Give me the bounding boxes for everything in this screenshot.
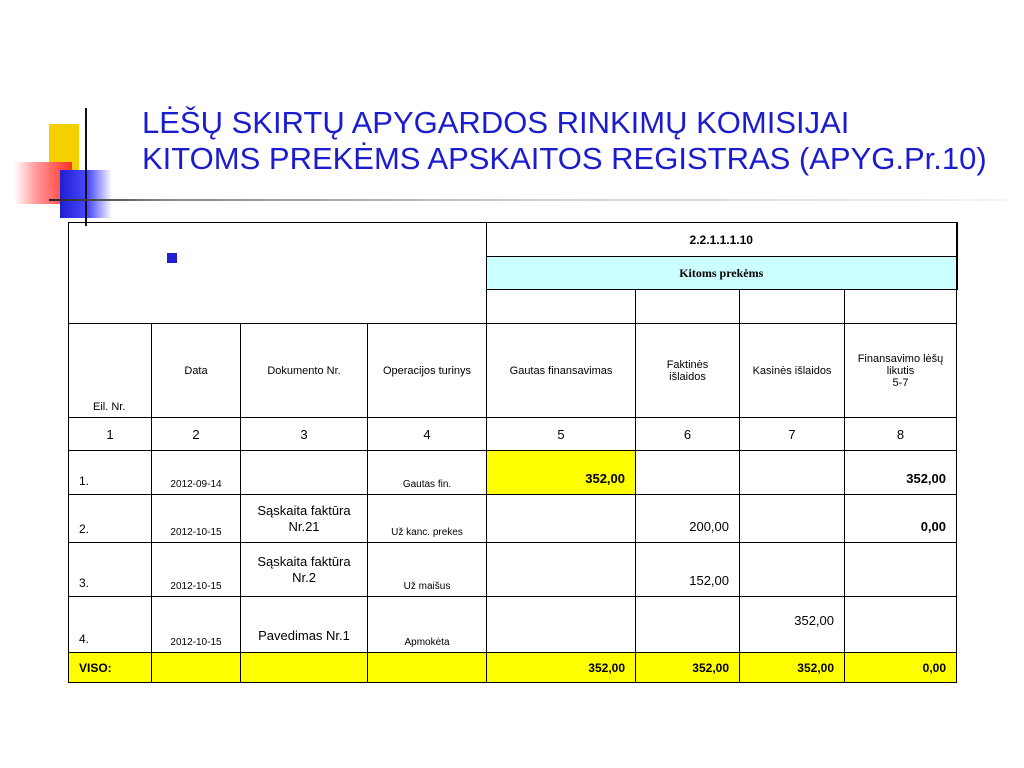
row-gautas bbox=[487, 495, 636, 543]
row-kasines bbox=[740, 451, 845, 495]
title-line-2: KITOMS PREKĖMS APSKAITOS REGISTRAS (APYG.Pr.10) bbox=[142, 141, 987, 176]
row-nr: 4. bbox=[69, 597, 152, 653]
total-label: VISO: bbox=[69, 653, 152, 683]
total-kasines: 352,00 bbox=[740, 653, 845, 683]
row-operation: Apmokėta bbox=[368, 597, 487, 653]
column-number: 6 bbox=[636, 418, 740, 451]
total-faktines: 352,00 bbox=[636, 653, 740, 683]
header-corner-cell bbox=[69, 223, 487, 324]
column-number: 7 bbox=[740, 418, 845, 451]
row-faktines bbox=[636, 597, 740, 653]
column-number: 3 bbox=[241, 418, 368, 451]
row-likutis bbox=[845, 597, 957, 653]
table-row bbox=[69, 495, 957, 543]
row-gautas: 352,00 bbox=[487, 451, 636, 495]
col-header-eil: Eil. Nr. bbox=[69, 324, 152, 418]
col-header-data: Data bbox=[152, 324, 241, 418]
col-header-likutis-line3: 5-7 bbox=[892, 376, 909, 389]
total-row bbox=[69, 653, 957, 683]
column-header-row bbox=[69, 324, 957, 418]
row-date: 2012-10-15 bbox=[152, 543, 241, 597]
column-number: 5 bbox=[487, 418, 636, 451]
col-header-dokumentas: Dokumento Nr. bbox=[241, 324, 368, 418]
col-header-faktines-line1: Faktinės bbox=[666, 358, 709, 371]
account-name: Kitoms prekėms bbox=[487, 257, 957, 290]
row-kasines: 352,00 bbox=[740, 597, 845, 653]
bullet-icon bbox=[167, 253, 177, 263]
row-gautas bbox=[487, 543, 636, 597]
row-date: 2012-10-15 bbox=[152, 495, 241, 543]
row-nr: 2. bbox=[69, 495, 152, 543]
total-gautas: 352,00 bbox=[487, 653, 636, 683]
row-document bbox=[241, 495, 368, 543]
empty-cell bbox=[636, 290, 740, 324]
row-document: Pavedimas Nr.1 bbox=[241, 597, 368, 653]
row-kasines bbox=[740, 495, 845, 543]
table-row bbox=[69, 451, 957, 495]
row-faktines: 152,00 bbox=[636, 543, 740, 597]
col-header-gautas: Gautas finansavimas bbox=[487, 324, 636, 418]
register-table bbox=[68, 222, 958, 683]
empty-cell bbox=[845, 290, 957, 324]
col-header-likutis bbox=[845, 324, 957, 418]
col-header-kasines: Kasinės išlaidos bbox=[740, 324, 845, 418]
row-gautas bbox=[487, 597, 636, 653]
row-likutis bbox=[845, 543, 957, 597]
row-nr: 1. bbox=[69, 451, 152, 495]
col-header-likutis-line1: Finansavimo lėšų bbox=[857, 352, 944, 365]
row-operation: Už kanc. prekes bbox=[368, 495, 487, 543]
row-document bbox=[241, 451, 368, 495]
col-header-faktines-line2: išlaidos bbox=[669, 370, 706, 383]
row-faktines bbox=[636, 451, 740, 495]
decor-vertical-line bbox=[85, 108, 87, 226]
row-date: 2012-09-14 bbox=[152, 451, 241, 495]
column-number: 8 bbox=[845, 418, 957, 451]
row-date: 2012-10-15 bbox=[152, 597, 241, 653]
col-header-turinys: Operacijos turinys bbox=[368, 324, 487, 418]
empty-cell bbox=[368, 653, 487, 683]
table-row bbox=[69, 597, 957, 653]
col-header-likutis-line2: likutis bbox=[886, 364, 915, 377]
column-number: 1 bbox=[69, 418, 152, 451]
title-underline bbox=[49, 199, 1009, 201]
row-faktines: 200,00 bbox=[636, 495, 740, 543]
column-number: 2 bbox=[152, 418, 241, 451]
total-likutis: 0,00 bbox=[845, 653, 957, 683]
row-nr: 3. bbox=[69, 543, 152, 597]
account-code: 2.2.1.1.1.10 bbox=[487, 223, 957, 257]
table-row bbox=[69, 543, 957, 597]
row-operation: Gautas fin. bbox=[368, 451, 487, 495]
row-kasines bbox=[740, 543, 845, 597]
row-likutis: 352,00 bbox=[845, 451, 957, 495]
column-number: 4 bbox=[368, 418, 487, 451]
title-line-1: LĖŠŲ SKIRTŲ APYGARDOS RINKIMŲ KOMISIJAI bbox=[142, 105, 850, 140]
row-document-line2: Nr.21 bbox=[288, 518, 320, 534]
row-document-line1: Sąskaita faktūra bbox=[257, 553, 351, 569]
empty-cell bbox=[740, 290, 845, 324]
empty-cell bbox=[487, 290, 636, 324]
empty-cell bbox=[152, 653, 241, 683]
col-header-faktines bbox=[636, 324, 740, 418]
row-likutis: 0,00 bbox=[845, 495, 957, 543]
empty-cell bbox=[241, 653, 368, 683]
row-operation: Už maišus bbox=[368, 543, 487, 597]
page-title bbox=[142, 105, 987, 177]
row-document bbox=[241, 543, 368, 597]
column-number-row bbox=[69, 418, 957, 451]
row-document-line2: Nr.2 bbox=[292, 569, 316, 585]
row-document-line1: Sąskaita faktūra bbox=[257, 502, 351, 518]
